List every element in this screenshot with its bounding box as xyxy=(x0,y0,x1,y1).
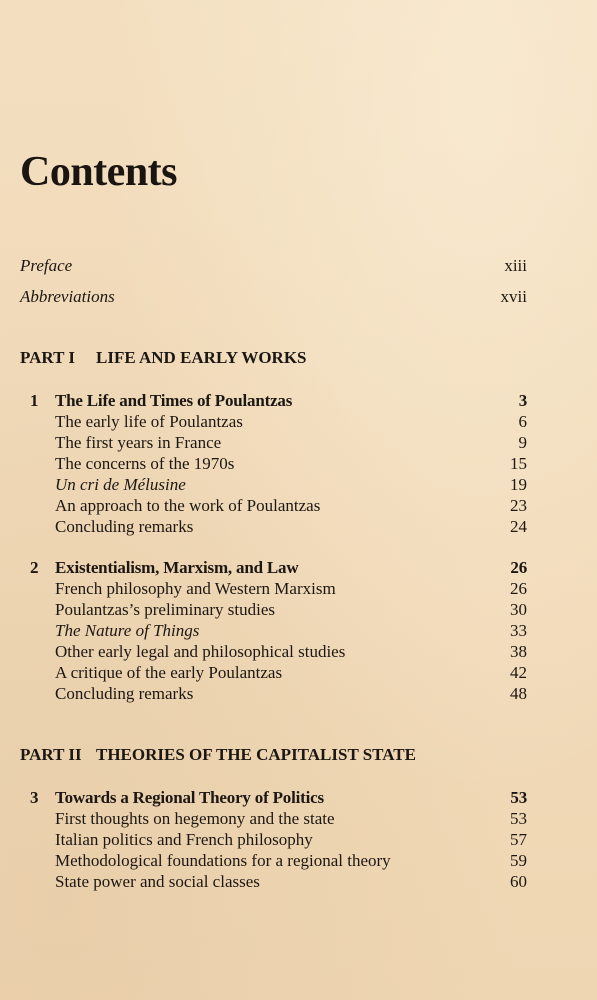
toc-page-number: 26 xyxy=(510,579,527,598)
chapter-heading-1 xyxy=(55,390,527,411)
toc-section xyxy=(55,495,527,516)
chapter-title: Towards a Regional Theory of Politics xyxy=(55,788,324,807)
toc-section xyxy=(55,829,527,850)
toc-page-number: 23 xyxy=(510,496,527,515)
toc-section xyxy=(55,683,527,704)
toc-page-number: xvii xyxy=(500,287,527,306)
toc-page-number: 60 xyxy=(510,872,527,891)
toc-section xyxy=(55,662,527,683)
toc-section-label: French philosophy and Western Marxism xyxy=(55,579,336,598)
toc-section xyxy=(55,578,527,599)
chapter-heading-2 xyxy=(55,557,527,578)
part-heading-1 xyxy=(20,346,307,370)
part-heading-2 xyxy=(20,743,416,767)
toc-section-label: Italian politics and French philosophy xyxy=(55,830,313,849)
page-title: Contents xyxy=(20,149,178,195)
toc-section-label: A critique of the early Poulantzas xyxy=(55,663,283,682)
toc-section xyxy=(55,516,527,537)
toc-page-number: 19 xyxy=(510,475,527,494)
toc-section-label: Other early legal and philosophical studies xyxy=(55,642,346,661)
toc-entry-abbreviations xyxy=(20,286,527,308)
toc-entry-label: Preface xyxy=(20,256,73,275)
toc-section-label: The early life of Poulantzas xyxy=(55,412,243,431)
toc-page-number: 42 xyxy=(510,663,527,682)
toc-page-number: 26 xyxy=(510,558,527,577)
toc-page-number: 53 xyxy=(510,788,527,807)
toc-section xyxy=(55,411,527,432)
toc-section-label: First thoughts on hegemony and the state xyxy=(55,809,335,828)
toc-section xyxy=(55,620,527,641)
chapter-number: 2 xyxy=(30,558,39,577)
toc-section xyxy=(55,871,527,892)
toc-section-label: The Nature of Things xyxy=(55,621,200,640)
part-number: PART I xyxy=(20,348,75,367)
toc-section-label: State power and social classes xyxy=(55,872,260,891)
chapter-title: Existentialism, Marxism, and Law xyxy=(55,558,299,577)
toc-section xyxy=(55,432,527,453)
chapter-title: The Life and Times of Poulantzas xyxy=(55,391,293,410)
chapter-heading-3 xyxy=(55,787,527,808)
toc-entry-label: Abbreviations xyxy=(20,287,115,306)
toc-section xyxy=(55,474,527,495)
toc-section xyxy=(55,641,527,662)
toc-page-number: xiii xyxy=(504,256,527,275)
toc-entry-preface xyxy=(20,255,527,277)
toc-section xyxy=(55,850,527,871)
toc-page-number: 30 xyxy=(510,600,527,619)
toc-page-number: 57 xyxy=(510,830,527,849)
part-title: LIFE AND EARLY WORKS xyxy=(96,348,307,367)
toc-page-number: 53 xyxy=(510,809,527,828)
chapter-number: 1 xyxy=(30,391,39,410)
toc-page-number: 24 xyxy=(510,517,527,536)
toc-page-number: 9 xyxy=(518,433,527,452)
toc-section-label: The concerns of the 1970s xyxy=(55,454,235,473)
toc-page-number: 3 xyxy=(518,391,527,410)
toc-section-label: The first years in France xyxy=(55,433,222,452)
toc-section xyxy=(55,599,527,620)
toc-page-number: 15 xyxy=(510,454,527,473)
toc-page-number: 33 xyxy=(510,621,527,640)
toc-page-number: 59 xyxy=(510,851,527,870)
toc-page-number: 38 xyxy=(510,642,527,661)
toc-section-label: Concluding remarks xyxy=(55,517,194,536)
toc-section-label: An approach to the work of Poulantzas xyxy=(55,496,321,515)
toc-section-label: Poulantzas’s preliminary studies xyxy=(55,600,276,619)
toc-section-label: Un cri de Mélusine xyxy=(55,475,186,494)
toc-page-number: 48 xyxy=(510,684,527,703)
toc-section xyxy=(55,808,527,829)
toc-section-label: Methodological foundations for a regional theory xyxy=(55,851,391,870)
part-title: THEORIES OF THE CAPITALIST STATE xyxy=(96,745,416,764)
toc-page-number: 6 xyxy=(518,412,527,431)
toc-section xyxy=(55,453,527,474)
toc-section-label: Concluding remarks xyxy=(55,684,194,703)
chapter-number: 3 xyxy=(30,788,39,807)
part-number: PART II xyxy=(20,745,82,764)
